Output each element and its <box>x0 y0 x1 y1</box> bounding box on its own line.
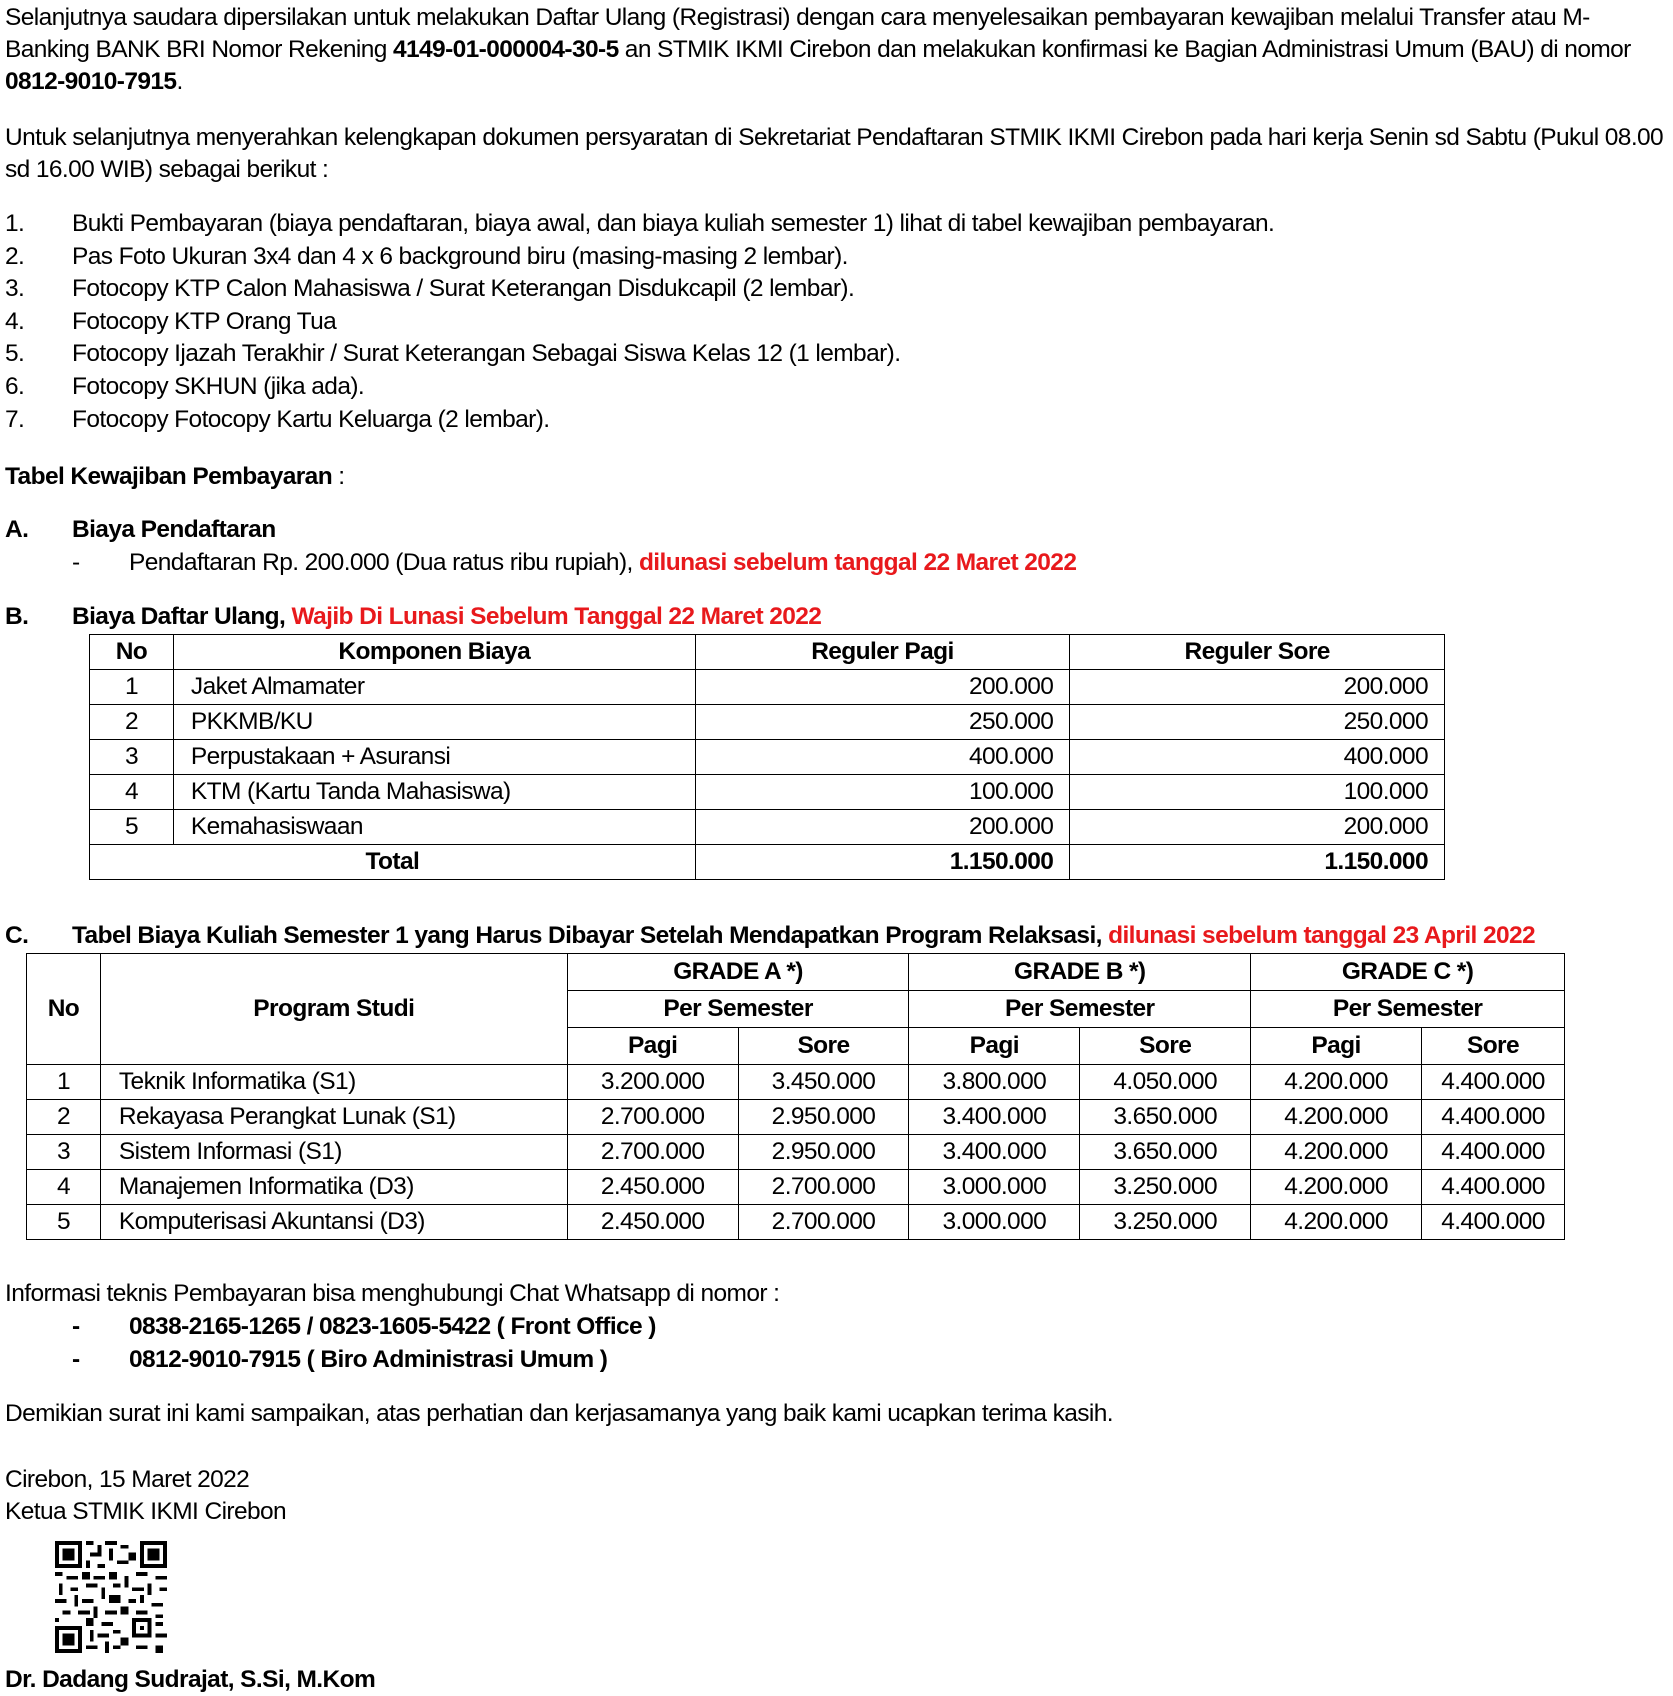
registration-fee-table <box>89 634 1445 880</box>
table-row: 4 Manajemen Informatika (D3) 2.450.000 2.700.000 3.000.000 3.250.000 4.200.000 4.400.000 <box>27 1170 1565 1205</box>
col-reguler-sore: Reguler Sore <box>1070 635 1445 670</box>
intro-paragraph: Selanjutnya saudara dipersilakan untuk melakukan Daftar Ulang (Registrasi) dengan cara menyelesaikan pembayaran kewajiban melalui Transfer atau M-Banking BANK BRI Nomor Rekening 4149-01-000004-30-5 an STMIK IKMI Cirebon dan melakukan konfirmasi ke Bagian Administrasi Umum (BAU) di nomor 0812-9010-7915. <box>5 4 1631 95</box>
grade-c-header: GRADE C *) <box>1251 954 1565 991</box>
col-no: No <box>90 635 174 670</box>
tuition-fee-table <box>26 953 1565 1240</box>
table-row: 3 Perpustakaan + Asuransi 400.000 400.000 <box>90 740 1445 775</box>
contact-bau: 0812-9010-7915 ( Biro Administrasi Umum ) <box>129 1346 608 1373</box>
table-row: 2 PKKMB/KU 250.000 250.000 <box>90 705 1445 740</box>
signature-position: Ketua STMIK IKMI Cirebon <box>5 1498 287 1525</box>
table-row: 4 KTM (Kartu Tanda Mahasiswa) 100.000 100.000 <box>90 775 1445 810</box>
grade-a-header: GRADE A *) <box>567 954 909 991</box>
section-b-letter: B. <box>5 603 29 630</box>
section-a-item: Pendaftaran Rp. 200.000 (Dua ratus ribu rupiah), dilunasi sebelum tanggal 22 Maret 2022 <box>129 549 1077 576</box>
section-a-letter: A. <box>5 516 29 543</box>
section-b-title: Biaya Daftar Ulang, Wajib Di Lunasi Sebelum Tanggal 22 Maret 2022 <box>72 603 822 630</box>
section-c-title: Tabel Biaya Kuliah Semester 1 yang Harus Dibayar Setelah Mendapatkan Program Relaksasi, dilunasi sebelum tanggal 23 April 2022 <box>72 922 1536 949</box>
section-b-deadline: Wajib Di Lunasi Sebelum Tanggal 22 Maret 2022 <box>291 603 822 630</box>
contact-dash: - <box>72 1313 80 1340</box>
table-row: 5 Komputerisasi Akuntansi (D3) 2.450.000 2.700.000 3.000.000 3.250.000 4.200.000 4.400.000 <box>27 1205 1565 1240</box>
col-reguler-pagi: Reguler Pagi <box>695 635 1070 670</box>
table-header-row: Per Semester Per Semester Per Semester <box>27 991 1565 1028</box>
table-header-row <box>27 954 1565 991</box>
requirements-intro: Untuk selanjutnya menyerahkan kelengkapan dokumen persyaratan di Sekretariat Pendaftaran STMIK IKMI Cirebon pada hari kerja Senin sd Sabtu (Pukul 08.00 sd 16.00 WIB) sebagai berikut : <box>5 124 1664 183</box>
section-a-dash: - <box>72 549 80 576</box>
section-c-letter: C. <box>5 922 29 949</box>
table-row: 1 Teknik Informatika (S1) 3.200.000 3.450.000 3.800.000 4.050.000 4.200.000 4.400.000 <box>27 1065 1565 1100</box>
section-c-deadline: dilunasi sebelum tanggal 23 April 2022 <box>1108 922 1536 949</box>
col-program-studi: Program Studi <box>100 954 567 1065</box>
contact-intro: Informasi teknis Pembayaran bisa menghubungi Chat Whatsapp di nomor : <box>5 1280 780 1307</box>
table-row: 5 Kemahasiswaan 200.000 200.000 <box>90 810 1445 845</box>
section-a-deadline: dilunasi sebelum tanggal 22 Maret 2022 <box>638 549 1077 576</box>
section-a-title: Biaya Pendaftaran <box>72 516 276 543</box>
grade-b-header: GRADE B *) <box>909 954 1251 991</box>
table-row: 1 Jaket Almamater 200.000 200.000 <box>90 670 1445 705</box>
table-total-row: Total 1.150.000 1.150.000 <box>90 845 1445 880</box>
table-header-row: Pagi Sore Pagi Sore Pagi Sore <box>27 1028 1565 1065</box>
contact-dash: - <box>72 1346 80 1373</box>
bau-phone: 0812-9010-7915 <box>5 68 177 95</box>
closing-paragraph: Demikian surat ini kami sampaikan, atas perhatian dan kerjasamanya yang baik kami ucapkan terima kasih. <box>5 1400 1113 1427</box>
account-number: 4149-01-000004-30-5 <box>392 36 619 63</box>
signature-name: Dr. Dadang Sudrajat, S.Si, M.Kom <box>5 1666 376 1693</box>
table-heading: Tabel Kewajiban Pembayaran : <box>5 463 345 490</box>
qr-code-icon <box>55 1541 167 1653</box>
contact-front-office: 0838-2165-1265 / 0823-1605-5422 ( Front Office ) <box>129 1313 656 1340</box>
table-row: 2 Rekayasa Perangkat Lunak (S1) 2.700.000 2.950.000 3.400.000 3.650.000 4.200.000 4.400.000 <box>27 1100 1565 1135</box>
table-header-row <box>90 635 1445 670</box>
table-row: 3 Sistem Informasi (S1) 2.700.000 2.950.000 3.400.000 3.650.000 4.200.000 4.400.000 <box>27 1135 1565 1170</box>
signature-place-date: Cirebon, 15 Maret 2022 <box>5 1466 250 1493</box>
col-komponen: Komponen Biaya <box>173 635 695 670</box>
col-no: No <box>27 954 101 1065</box>
